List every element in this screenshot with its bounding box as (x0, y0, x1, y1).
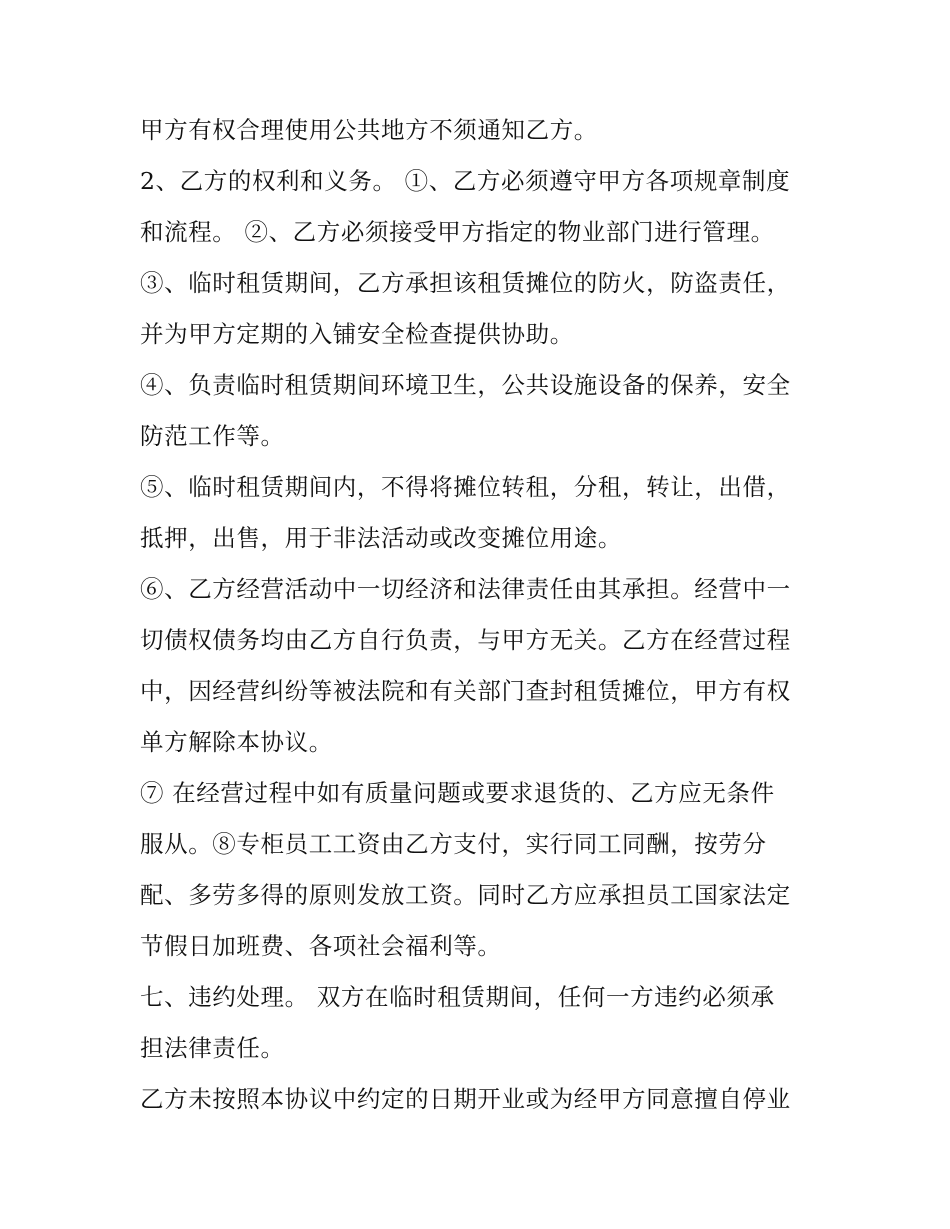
text-line: ④、负责临时租赁期间环境卫生，公共设施设备的保养，安全 (140, 371, 791, 399)
text-line: 节假日加班费、各项社会福利等。 (140, 932, 502, 960)
text-line: ⑦ 在经营过程中如有质量问题或要求退货的、乙方应无条件 (140, 779, 775, 807)
text-line: 配、多劳多得的原则发放工资。同时乙方应承担员工国家法定 (140, 881, 791, 909)
text-line: 担法律责任。 (140, 1034, 285, 1062)
text-line: ⑥、乙方经营活动中一切经济和法律责任由其承担。经营中一 (140, 575, 791, 603)
document-body (140, 105, 830, 1125)
text-line: ③、临时租赁期间，乙方承担该租赁摊位的防火，防盗责任， (140, 269, 791, 297)
text-line: 切债权债务均由乙方自行负责，与甲方无关。乙方在经营过程 (140, 626, 791, 654)
text-line: 2、乙方的权利和义务。 ①、乙方必须遵守甲方各项规章制度 (140, 167, 791, 195)
text-line: 并为甲方定期的入铺安全检查提供协助。 (140, 320, 574, 348)
text-line: 甲方有权合理使用公共地方不须通知乙方。 (140, 116, 598, 144)
text-line: 单方解除本协议。 (140, 728, 333, 756)
text-line: 抵押，出售，用于非法活动或改变摊位用途。 (140, 524, 622, 552)
text-line: 防范工作等。 (140, 422, 285, 450)
text-line: 中，因经营纠纷等被法院和有关部门查封租赁摊位，甲方有权 (140, 677, 791, 705)
text-line: 和流程。 ②、乙方必须接受甲方指定的物业部门进行管理。 (140, 218, 775, 246)
text-line: 乙方未按照本协议中约定的日期开业或为经甲方同意擅自停业 (140, 1085, 791, 1113)
text-line: 七、违约处理。 双方在临时租赁期间，任何一方违约必须承 (140, 983, 775, 1011)
text-line: 服从。⑧专柜员工工资由乙方支付，实行同工同酬，按劳分 (140, 830, 767, 858)
text-line: ⑤、临时租赁期间内，不得将摊位转租，分租，转让，出借， (140, 473, 791, 501)
